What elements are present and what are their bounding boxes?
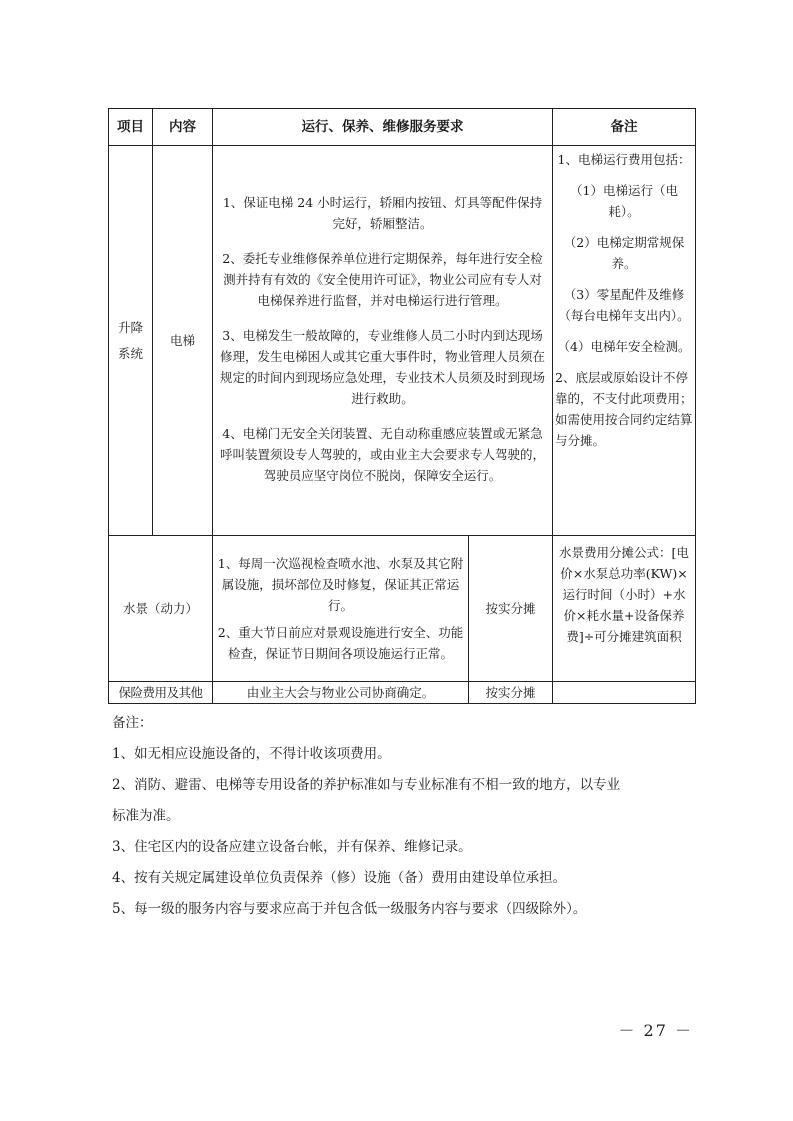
insurance-requirement: 由业主大会与物业公司协商确定。 [213,682,469,704]
note-4: 4、按有关规定属建设单位负责保养（修）设施（备）费用由建设单位承担。 [112,870,567,886]
note-5: 5、每一级的服务内容与要求应高于并包含低一级服务内容与要求（四级除外）。 [112,901,587,917]
service-standards-table [108,108,696,704]
table-row-insurance [109,682,696,704]
header-content: 内容 [153,109,213,146]
header-requirements: 运行、保养、维修服务要求 [213,109,553,146]
water-requirements [213,536,469,682]
elevator-remark-item-3: （3）零星配件及维修（每台电梯年支出内）。 [558,287,690,323]
footnotes [112,708,702,925]
header-remarks: 备注 [553,109,696,146]
elevator-req-3: 3、电梯发生一般故障的，专业维修人员二小时内到达现场修理，发生电梯困人或其它重大事件时，物业管理人员须在规定的时间内到现场应急处理，专业技术人员须及时到现场进行救助。 [219,327,545,406]
elevator-remark-item-1: （1）电梯运行（电耗）。 [570,183,678,219]
elevator-remark-item-4: （4）电梯年安全检测。 [557,339,691,354]
note-3: 3、住宅区内的设备应建立设备台帐，并有保养、维修记录。 [112,839,472,855]
water-remark: 水景费用分摊公式：[电价×水泵总功率(KW)×运行时间（小时）+水价×耗水量+设备保养费]÷可分摊建筑面积 [553,536,696,682]
elevator-req-2: 2、委托专业维修保养单位进行定期保养，每年进行安全检测并持有有效的《安全使用许可证》，物业公司应有专人对电梯保养进行监督，并对电梯运行进行管理。 [222,250,543,308]
note-2-continued: 标准为准。 [112,808,180,824]
table-row-water-feature [109,536,696,682]
header-item: 项目 [109,109,153,146]
elevator-req-1: 1、保证电梯 24 小时运行，轿厢内按钮、灯具等配件保持完好，轿厢整洁。 [222,194,543,231]
table-header-row [109,109,696,146]
page-number: － 27 － [618,1021,693,1040]
notes-title: 备注： [112,715,153,731]
water-req-2: 2、重大节日前应对景观设施进行安全、功能检查，保证节日期间各项设施运行正常。 [217,625,464,661]
elevator-req-4: 4、电梯门无安全关闭装置、无自动称重感应装置或无紧急呼叫装置须设专人驾驶的，或由业主大会要求专人驾驶的，驾驶员应坚守岗位不脱岗，保障安全运行。 [219,425,545,483]
insurance-remark [553,682,696,704]
elevator-remark-extra: 2、底层或原始设计不停靠的，不支付此项费用；如需使用按合同约定结算与分摊。 [555,370,693,448]
insurance-billing: 按实分摊 [469,682,553,704]
elevator-requirements [213,146,553,536]
water-billing: 按实分摊 [469,536,553,682]
note-2: 2、消防、避雷、电梯等专用设备的养护标准如与专业标准有不相一致的地方，以专业 [112,777,621,793]
water-item: 水景（动力） [109,536,213,682]
insurance-item: 保险费用及其他 [109,682,213,704]
elevator-remark-intro: 1、电梯运行费用包括： [557,152,691,167]
note-1: 1、如无相应设施设备的，不得计收该项费用。 [112,746,391,762]
elevator-remark-item-2: （2）电梯定期常规保养。 [563,235,685,271]
elevator-category: 升降系统 [109,146,153,536]
elevator-remarks [553,146,696,536]
water-req-1: 1、每周一次巡视检查喷水池、水泵及其它附属设施，损坏部位及时修复，保证其正常运行。 [217,556,464,613]
elevator-content: 电梯 [153,146,213,536]
table-row-elevator [109,146,696,536]
